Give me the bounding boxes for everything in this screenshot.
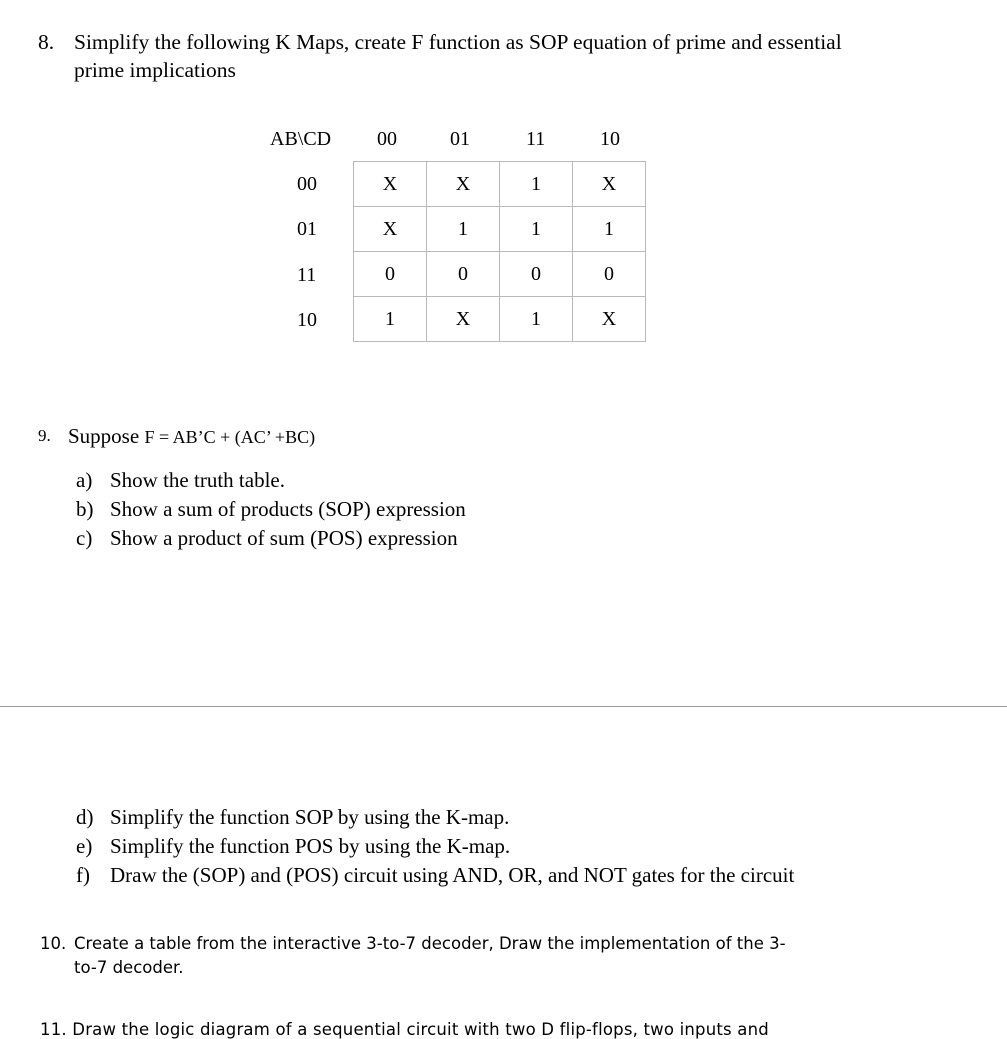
- question-9-equation: F = AB’C + (AC’ +BC): [144, 427, 316, 447]
- list-item-label: c): [76, 526, 93, 550]
- kmap-cell: 1: [500, 297, 573, 342]
- kmap-col-header: 10: [600, 128, 620, 150]
- kmap-row: [354, 207, 646, 252]
- list-item-label: f): [76, 863, 90, 887]
- kmap-cell: 0: [573, 252, 646, 297]
- kmap-row-label: 11: [297, 264, 317, 286]
- kmap-row: [354, 162, 646, 207]
- kmap-cell: 1: [500, 207, 573, 252]
- list-item-text: Simplify the function POS by using the K-map.: [110, 834, 511, 858]
- question-9-number: 9.: [38, 426, 51, 445]
- kmap-col-header: 01: [450, 128, 470, 150]
- kmap-row-label: 10: [297, 309, 317, 331]
- kmap-cell: X: [427, 162, 500, 207]
- question-10-text: Create a table from the interactive 3-to-7 decoder, Draw the implementation of the 3-: [74, 934, 786, 953]
- kmap-cell: 1: [427, 207, 500, 252]
- question-11-partial-text: 11. Draw the logic diagram of a sequential circuit with two D flip-flops, two inputs and: [40, 1020, 769, 1039]
- list-item-label: e): [76, 834, 93, 858]
- kmap-cell: X: [354, 207, 427, 252]
- kmap-cell: 1: [500, 162, 573, 207]
- kmap-cell: 0: [354, 252, 427, 297]
- kmap-cell: X: [573, 162, 646, 207]
- kmap-cell: 1: [573, 207, 646, 252]
- question-9-intro-text: Suppose: [68, 424, 140, 448]
- kmap-cell: 1: [354, 297, 427, 342]
- question-11-cutoff: [0, 1014, 1007, 1039]
- kmap-row: [354, 297, 646, 342]
- kmap-row: [354, 252, 646, 297]
- kmap-table: [353, 161, 646, 342]
- list-item-text: Draw the (SOP) and (POS) circuit using AND, OR, and NOT gates for the circuit: [110, 863, 795, 887]
- list-item-label: b): [76, 497, 94, 521]
- page-divider: [0, 706, 1007, 707]
- list-item-text: Show the truth table.: [110, 468, 285, 492]
- kmap-col-header: 11: [526, 128, 546, 150]
- kmap-row-label: 01: [297, 218, 317, 240]
- kmap-cell: 0: [427, 252, 500, 297]
- question-8-number: 8.: [38, 30, 55, 54]
- kmap-corner-label: AB\CD: [270, 128, 332, 150]
- list-item-text: Show a product of sum (POS) expression: [110, 526, 458, 550]
- kmap-col-header: 00: [377, 128, 397, 150]
- kmap-cell: X: [573, 297, 646, 342]
- list-item-label: a): [76, 468, 93, 492]
- question-10-number: 10.: [40, 934, 67, 953]
- question-8: [38, 28, 938, 84]
- kmap-cell: X: [354, 162, 427, 207]
- kmap-cell: 0: [500, 252, 573, 297]
- question-9-intro: [68, 424, 315, 449]
- list-item-text: Simplify the function SOP by using the K-map.: [110, 805, 510, 829]
- list-item-label: d): [76, 805, 94, 829]
- kmap-cell: X: [427, 297, 500, 342]
- list-item-text: Show a sum of products (SOP) expression: [110, 497, 466, 521]
- question-8-text-line2: prime implications: [74, 58, 236, 82]
- question-10: [40, 932, 900, 977]
- question-10-text-line2: to-7 decoder.: [74, 958, 184, 977]
- question-8-text: Simplify the following K Maps, create F function as SOP equation of prime and essential: [74, 30, 842, 54]
- kmap-row-label: 00: [297, 173, 317, 195]
